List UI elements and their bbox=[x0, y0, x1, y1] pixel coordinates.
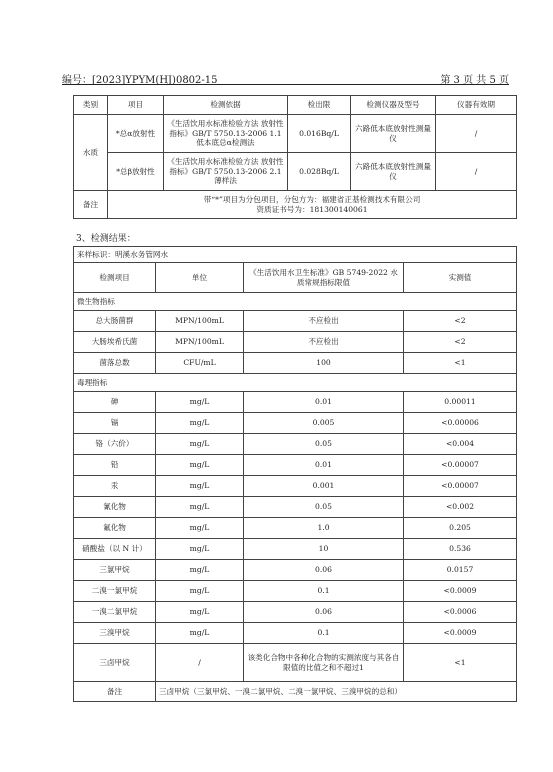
measured-value: <1 bbox=[404, 644, 517, 682]
page-number: 第 3 页 共 5 页 bbox=[440, 75, 509, 86]
item-name: 铬（六价） bbox=[74, 434, 156, 455]
result-row bbox=[74, 539, 517, 560]
measured-value: 0.536 bbox=[404, 539, 517, 560]
group-title: 毒理指标 bbox=[74, 374, 517, 392]
results-note-row bbox=[74, 682, 517, 702]
limit: 0.05 bbox=[244, 434, 404, 455]
limit: 0.06 bbox=[244, 560, 404, 581]
header-validity: 仪器有效期 bbox=[436, 96, 517, 115]
limit-cell: 0.028Bq/L bbox=[288, 153, 351, 191]
item-name: 总大肠菌群 bbox=[74, 311, 156, 332]
measured-value: <0.0009 bbox=[404, 623, 517, 644]
group-row bbox=[74, 293, 517, 311]
result-row bbox=[74, 413, 517, 434]
method-row bbox=[74, 153, 517, 191]
limit: 0.06 bbox=[244, 602, 404, 623]
limit: 0.005 bbox=[244, 413, 404, 434]
header-category: 类别 bbox=[74, 96, 108, 115]
limit: 0.001 bbox=[244, 476, 404, 497]
measured-value: <0.00006 bbox=[404, 413, 517, 434]
result-row bbox=[74, 455, 517, 476]
results-header-row bbox=[74, 263, 517, 293]
limit: 0.05 bbox=[244, 497, 404, 518]
page-header bbox=[62, 71, 509, 85]
unit: mg/L bbox=[156, 623, 244, 644]
method-table bbox=[73, 95, 517, 219]
unit: mg/L bbox=[156, 518, 244, 539]
unit: mg/L bbox=[156, 434, 244, 455]
sample-id-row bbox=[74, 247, 517, 263]
item-name: 砷 bbox=[74, 392, 156, 413]
header-item: 项目 bbox=[108, 96, 164, 115]
result-row bbox=[74, 392, 517, 413]
sample-id: 来样标识：明溪水务管网水 bbox=[74, 247, 517, 263]
result-row bbox=[74, 560, 517, 581]
note-label: 备注 bbox=[74, 682, 156, 702]
unit: mg/L bbox=[156, 476, 244, 497]
result-row bbox=[74, 518, 517, 539]
item-name: 铅 bbox=[74, 455, 156, 476]
unit: mg/L bbox=[156, 455, 244, 476]
validity-cell: / bbox=[436, 153, 517, 191]
unit: MPN/100mL bbox=[156, 332, 244, 353]
note-line: 资质证书号为：181300140061 bbox=[256, 204, 368, 214]
unit: CFU/mL bbox=[156, 353, 244, 374]
header-rule bbox=[62, 84, 509, 85]
header-unit: 单位 bbox=[156, 263, 244, 293]
limit-cell: 0.016Bq/L bbox=[288, 115, 351, 153]
measured-value: <2 bbox=[404, 311, 517, 332]
measured-value: 0.0157 bbox=[404, 560, 517, 581]
measured-value: <0.00007 bbox=[404, 476, 517, 497]
results-table bbox=[73, 246, 517, 702]
method-note-row bbox=[74, 191, 517, 219]
basis-cell: 《生活饮用水标准检验方法 放射性指标》GB/T 5750.13-2006 2.1 薄样法 bbox=[164, 153, 288, 191]
item-name: 一溴二氯甲烷 bbox=[74, 602, 156, 623]
result-row bbox=[74, 434, 517, 455]
header-item: 检测项目 bbox=[74, 263, 156, 293]
unit: mg/L bbox=[156, 560, 244, 581]
measured-value: <0.00007 bbox=[404, 455, 517, 476]
result-row bbox=[74, 476, 517, 497]
measured-value: <0.0006 bbox=[404, 602, 517, 623]
unit: mg/L bbox=[156, 581, 244, 602]
header-limit: 《生活饮用水卫生标准》GB 5749-2022 水质常规指标限值 bbox=[244, 263, 404, 293]
header-instrument: 检测仪器及型号 bbox=[351, 96, 436, 115]
result-row bbox=[74, 332, 517, 353]
limit: 0.01 bbox=[244, 455, 404, 476]
item-name: 汞 bbox=[74, 476, 156, 497]
item-name: 二溴一氯甲烷 bbox=[74, 581, 156, 602]
measured-value: <1 bbox=[404, 353, 517, 374]
unit: mg/L bbox=[156, 413, 244, 434]
item-name: 三氯甲烷 bbox=[74, 560, 156, 581]
header-basis: 检测依据 bbox=[164, 96, 288, 115]
group-title: 微生物指标 bbox=[74, 293, 517, 311]
unit: MPN/100mL bbox=[156, 311, 244, 332]
item-name: 菌落总数 bbox=[74, 353, 156, 374]
note-line: 带“*”项目为分包项目，分包方为：福建省正基检测技术有限公司 bbox=[203, 195, 421, 205]
category-cell: 水质 bbox=[74, 115, 108, 191]
unit: / bbox=[156, 644, 244, 682]
unit: mg/L bbox=[156, 392, 244, 413]
method-header-row bbox=[74, 96, 517, 115]
item-cell: *总α放射性 bbox=[108, 115, 164, 153]
note-content bbox=[108, 191, 517, 219]
item-name: 氰化物 bbox=[74, 497, 156, 518]
header-limit: 检出限 bbox=[288, 96, 351, 115]
note-text: 三卤甲烷（三氯甲烷、一溴二氯甲烷、二溴一氯甲烷、三溴甲烷的总和） bbox=[156, 682, 517, 702]
note-label: 备注 bbox=[74, 191, 108, 219]
limit: 0.01 bbox=[244, 392, 404, 413]
limit: 该类化合物中各种化合物的实测浓度与其各自限值的比值之和不超过1 bbox=[244, 644, 404, 682]
document-number: 编号：[2023]YPYM(HJ)0802-15 bbox=[62, 75, 218, 86]
measured-value: 0.205 bbox=[404, 518, 517, 539]
measured-value: <0.004 bbox=[404, 434, 517, 455]
result-row bbox=[74, 353, 517, 374]
result-row bbox=[74, 497, 517, 518]
unit: mg/L bbox=[156, 539, 244, 560]
limit: 0.1 bbox=[244, 623, 404, 644]
basis-cell: 《生活饮用水标准检验方法 放射性指标》GB/T 5750.13-2006 1.1 低本底总α检测法 bbox=[164, 115, 288, 153]
limit: 不应检出 bbox=[244, 332, 404, 353]
measured-value: <0.0009 bbox=[404, 581, 517, 602]
item-name: 镉 bbox=[74, 413, 156, 434]
item-name: 三卤甲烷 bbox=[74, 644, 156, 682]
measured-value: 0.00011 bbox=[404, 392, 517, 413]
group-row bbox=[74, 374, 517, 392]
unit: mg/L bbox=[156, 497, 244, 518]
limit: 不应检出 bbox=[244, 311, 404, 332]
item-name: 氟化物 bbox=[74, 518, 156, 539]
limit: 1.0 bbox=[244, 518, 404, 539]
instrument-cell: 六路低本底放射性测量仪 bbox=[351, 153, 436, 191]
measured-value: <0.002 bbox=[404, 497, 517, 518]
measured-value: <2 bbox=[404, 332, 517, 353]
unit: mg/L bbox=[156, 602, 244, 623]
header-value: 实测值 bbox=[404, 263, 517, 293]
item-name: 硝酸盐（以 N 计） bbox=[74, 539, 156, 560]
method-row bbox=[74, 115, 517, 153]
item-name: 大肠埃希氏菌 bbox=[74, 332, 156, 353]
item-name: 三溴甲烷 bbox=[74, 623, 156, 644]
result-row bbox=[74, 311, 517, 332]
limit: 0.1 bbox=[244, 581, 404, 602]
limit: 10 bbox=[244, 539, 404, 560]
section-title: 3、检测结果： bbox=[76, 234, 136, 244]
instrument-cell: 六路低本底放射性测量仪 bbox=[351, 115, 436, 153]
item-cell: *总β放射性 bbox=[108, 153, 164, 191]
result-row bbox=[74, 623, 517, 644]
limit: 100 bbox=[244, 353, 404, 374]
result-row bbox=[74, 581, 517, 602]
validity-cell: / bbox=[436, 115, 517, 153]
result-row bbox=[74, 644, 517, 682]
result-row bbox=[74, 602, 517, 623]
